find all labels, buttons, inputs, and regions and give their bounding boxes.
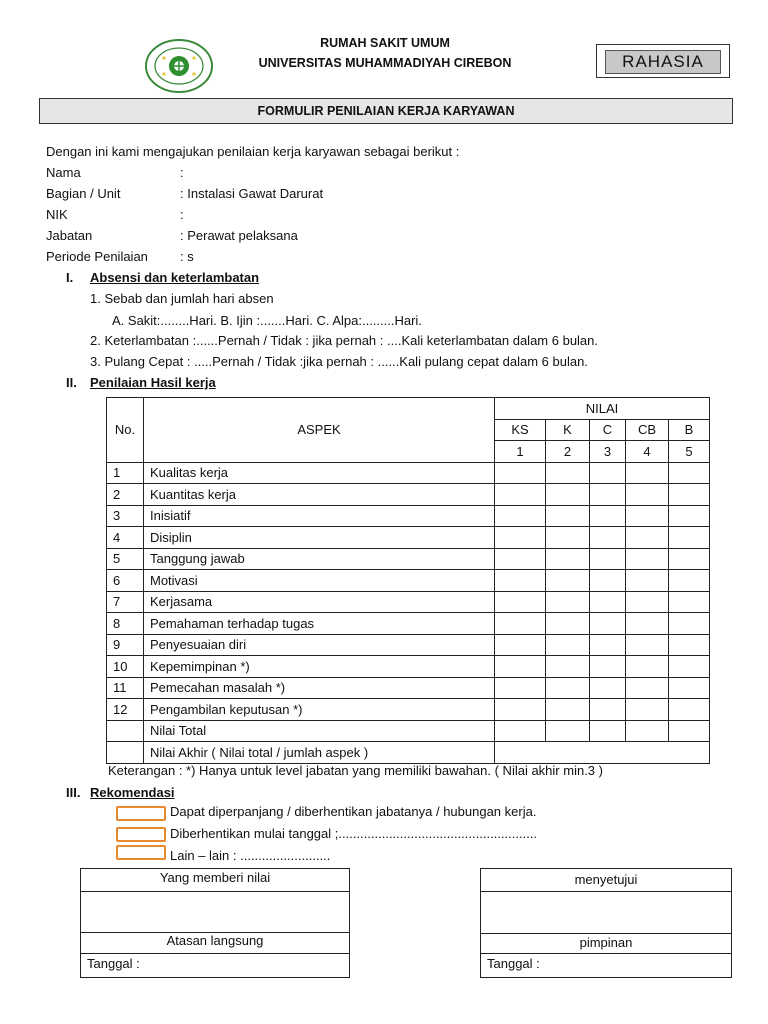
- grade-num-1: 1: [495, 441, 546, 463]
- section1-item1: 1. Sebab dan jumlah hari absen: [90, 291, 274, 306]
- score-cell[interactable]: [626, 462, 669, 484]
- section3-title: Rekomendasi: [90, 785, 175, 800]
- score-cell[interactable]: [495, 613, 546, 635]
- intro-text: Dengan ini kami mengajukan penilaian kerja karyawan sebagai berikut :: [46, 144, 460, 159]
- score-cell[interactable]: [626, 720, 669, 742]
- form-title: FORMULIR PENILAIAN KERJA KARYAWAN: [39, 98, 733, 124]
- score-cell[interactable]: [626, 634, 669, 656]
- signature-box-right: [480, 868, 732, 978]
- sig-left-bottom: Atasan langsung: [166, 933, 264, 948]
- row-aspek: Penyesuaian diri: [144, 634, 495, 656]
- total-row: [107, 720, 710, 742]
- grade-k: K: [546, 419, 590, 441]
- score-cell[interactable]: [669, 484, 710, 506]
- score-cell[interactable]: [495, 720, 546, 742]
- table-row: [107, 677, 710, 699]
- field-value-nama: :: [180, 165, 184, 180]
- grade-num-2: 2: [546, 441, 590, 463]
- assessment-table: [106, 397, 710, 764]
- header-nilai: NILAI: [495, 398, 710, 420]
- grade-num-5: 5: [669, 441, 710, 463]
- score-cell[interactable]: [590, 591, 626, 613]
- score-cell[interactable]: [495, 505, 546, 527]
- score-cell[interactable]: [669, 591, 710, 613]
- row-no: 3: [107, 505, 144, 527]
- section1-item3: 3. Pulang Cepat : .....Pernah / Tidak :jika pernah : ......Kali pulang cepat dalam 6 bulan.: [90, 354, 588, 369]
- grade-c: C: [590, 419, 626, 441]
- option-checkbox-1[interactable]: [116, 806, 166, 821]
- score-cell[interactable]: [546, 484, 590, 506]
- option-label-3: Lain – lain : .........................: [170, 848, 331, 863]
- row-no: 4: [107, 527, 144, 549]
- section2-number: II.: [66, 375, 77, 390]
- sig-left-divider: [81, 953, 349, 954]
- sig-left-divider: [81, 891, 349, 892]
- sig-right-bottom: pimpinan: [579, 935, 633, 950]
- table-row: [107, 548, 710, 570]
- final-row: [107, 742, 710, 764]
- score-cell[interactable]: [626, 699, 669, 721]
- row-no: 1: [107, 462, 144, 484]
- signature-box-left: [80, 868, 350, 978]
- row-no: 10: [107, 656, 144, 678]
- score-cell[interactable]: [626, 527, 669, 549]
- score-cell[interactable]: [546, 462, 590, 484]
- table-row: [107, 591, 710, 613]
- score-cell[interactable]: [669, 505, 710, 527]
- score-cell[interactable]: [495, 656, 546, 678]
- score-cell[interactable]: [495, 699, 546, 721]
- row-no: 9: [107, 634, 144, 656]
- option-label-1: Dapat diperpanjang / diberhentikan jabatanya / hubungan kerja.: [170, 804, 537, 819]
- row-aspek: Disiplin: [144, 527, 495, 549]
- score-cell[interactable]: [590, 677, 626, 699]
- row-no: 6: [107, 570, 144, 592]
- row-no: 5: [107, 548, 144, 570]
- score-cell[interactable]: [626, 570, 669, 592]
- score-cell[interactable]: [626, 613, 669, 635]
- header-aspek: ASPEK: [144, 398, 495, 463]
- score-cell[interactable]: [626, 548, 669, 570]
- score-cell[interactable]: [669, 462, 710, 484]
- grade-b: B: [669, 419, 710, 441]
- row-aspek: Tanggung jawab: [144, 548, 495, 570]
- score-cell[interactable]: [590, 656, 626, 678]
- hospital-logo: [144, 38, 214, 94]
- table-row: [107, 505, 710, 527]
- table-row: [107, 484, 710, 506]
- score-cell[interactable]: [495, 548, 546, 570]
- score-cell[interactable]: [669, 570, 710, 592]
- hospital-name-line1: RUMAH SAKIT UMUM: [320, 36, 450, 50]
- table-row: [107, 462, 710, 484]
- final-label: Nilai Akhir ( Nilai total / jumlah aspek ): [144, 742, 495, 764]
- table-row: [107, 527, 710, 549]
- hospital-name-line2: UNIVERSITAS MUHAMMADIYAH CIREBON: [258, 56, 512, 70]
- grade-num-4: 4: [626, 441, 669, 463]
- score-cell[interactable]: [590, 720, 626, 742]
- field-label-unit: Bagian / Unit: [46, 186, 121, 201]
- score-cell[interactable]: [669, 548, 710, 570]
- table-row: [107, 613, 710, 635]
- sig-right-top: menyetujui: [574, 872, 638, 887]
- score-cell[interactable]: [669, 656, 710, 678]
- table-note: Keterangan : *) Hanya untuk level jabatan yang memiliki bawahan. ( Nilai akhir min.3 ): [108, 763, 603, 778]
- score-cell[interactable]: [669, 677, 710, 699]
- section2-title: Penilaian Hasil kerja: [90, 375, 216, 390]
- option-checkbox-2[interactable]: [116, 827, 166, 842]
- section1-item2: 2. Keterlambatan :......Pernah / Tidak : jika pernah : ....Kali keterlambatan dalam 6 bulan.: [90, 333, 599, 348]
- score-cell[interactable]: [590, 505, 626, 527]
- score-cell[interactable]: [590, 548, 626, 570]
- field-label-periode: Periode Penilaian: [46, 249, 148, 264]
- field-value-unit: : Instalasi Gawat Darurat: [180, 186, 324, 201]
- score-cell[interactable]: [626, 591, 669, 613]
- score-cell[interactable]: [495, 677, 546, 699]
- total-no-cell: [107, 720, 144, 742]
- field-label-nik: NIK: [46, 207, 68, 222]
- row-aspek: Pengambilan keputusan *): [144, 699, 495, 721]
- field-value-jabatan: : Perawat pelaksana: [180, 228, 298, 243]
- section3-number: III.: [66, 785, 81, 800]
- score-cell[interactable]: [546, 677, 590, 699]
- sig-right-divider: [481, 933, 731, 934]
- score-cell[interactable]: [495, 634, 546, 656]
- final-score-cell[interactable]: [495, 742, 710, 764]
- score-cell[interactable]: [590, 462, 626, 484]
- table-row: [107, 570, 710, 592]
- row-no: 2: [107, 484, 144, 506]
- row-no: 11: [107, 677, 144, 699]
- score-cell[interactable]: [546, 570, 590, 592]
- row-aspek: Kualitas kerja: [144, 462, 495, 484]
- score-cell[interactable]: [546, 613, 590, 635]
- score-cell[interactable]: [546, 548, 590, 570]
- grade-cb: CB: [626, 419, 669, 441]
- score-cell[interactable]: [546, 720, 590, 742]
- field-value-periode: : s: [180, 249, 194, 264]
- score-cell[interactable]: [546, 527, 590, 549]
- field-value-nik: :: [180, 207, 184, 222]
- score-cell[interactable]: [669, 720, 710, 742]
- score-cell[interactable]: [495, 570, 546, 592]
- section1-number: I.: [66, 270, 74, 285]
- score-cell[interactable]: [546, 656, 590, 678]
- score-cell[interactable]: [495, 484, 546, 506]
- confidential-label: RAHASIA: [605, 50, 721, 74]
- score-cell[interactable]: [495, 591, 546, 613]
- score-cell[interactable]: [669, 527, 710, 549]
- sig-right-date: Tanggal :: [487, 956, 540, 971]
- sig-right-divider: [481, 891, 731, 892]
- table-row: [107, 634, 710, 656]
- row-no: 8: [107, 613, 144, 635]
- row-no: 7: [107, 591, 144, 613]
- table-row: [107, 699, 710, 721]
- field-label-jabatan: Jabatan: [46, 228, 93, 243]
- section1-item1-sub: A. Sakit:........Hari. B. Ijin :.......Hari. C. Alpa:.........Hari.: [112, 313, 422, 328]
- grade-num-3: 3: [590, 441, 626, 463]
- score-cell[interactable]: [626, 505, 669, 527]
- score-cell[interactable]: [546, 505, 590, 527]
- score-cell[interactable]: [590, 699, 626, 721]
- score-cell[interactable]: [495, 462, 546, 484]
- grade-ks: KS: [495, 419, 546, 441]
- total-label: Nilai Total: [144, 720, 495, 742]
- row-aspek: Motivasi: [144, 570, 495, 592]
- row-aspek: Pemecahan masalah *): [144, 677, 495, 699]
- option-checkbox-3[interactable]: [116, 845, 166, 860]
- sig-right-divider: [481, 953, 731, 954]
- final-no-cell: [107, 742, 144, 764]
- row-no: 12: [107, 699, 144, 721]
- row-aspek: Pemahaman terhadap tugas: [144, 613, 495, 635]
- score-cell[interactable]: [590, 570, 626, 592]
- section1-title: Absensi dan keterlambatan: [90, 270, 260, 285]
- score-cell[interactable]: [590, 484, 626, 506]
- row-aspek: Inisiatif: [144, 505, 495, 527]
- score-cell[interactable]: [546, 591, 590, 613]
- score-cell[interactable]: [626, 484, 669, 506]
- score-cell[interactable]: [495, 527, 546, 549]
- score-cell[interactable]: [590, 634, 626, 656]
- row-aspek: Kuantitas kerja: [144, 484, 495, 506]
- score-cell[interactable]: [626, 677, 669, 699]
- sig-left-top: Yang memberi nilai: [159, 870, 271, 885]
- score-cell[interactable]: [546, 699, 590, 721]
- header-no: No.: [107, 398, 144, 463]
- score-cell[interactable]: [626, 656, 669, 678]
- table-row: [107, 656, 710, 678]
- option-label-2: Diberhentikan mulai tanggal ;.......................................................: [170, 826, 538, 841]
- score-cell[interactable]: [590, 527, 626, 549]
- sig-left-date: Tanggal :: [87, 956, 140, 971]
- score-cell[interactable]: [590, 613, 626, 635]
- score-cell[interactable]: [669, 699, 710, 721]
- confidential-badge: [596, 44, 730, 78]
- score-cell[interactable]: [669, 613, 710, 635]
- field-label-nama: Nama: [46, 165, 81, 180]
- score-cell[interactable]: [669, 634, 710, 656]
- row-aspek: Kerjasama: [144, 591, 495, 613]
- row-aspek: Kepemimpinan *): [144, 656, 495, 678]
- score-cell[interactable]: [546, 634, 590, 656]
